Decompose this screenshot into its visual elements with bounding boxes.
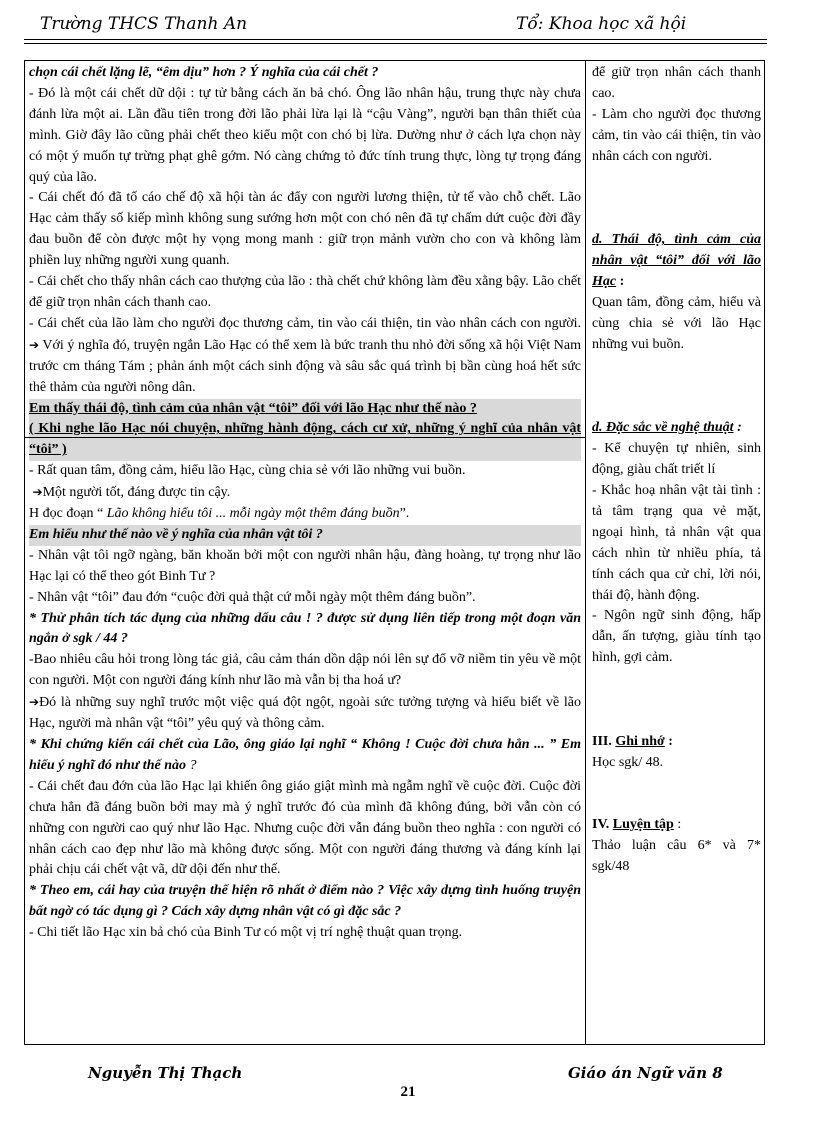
question-teacher-thought-mark: ? bbox=[186, 757, 197, 773]
section-d-colon: : bbox=[616, 274, 625, 290]
lesson-table bbox=[24, 60, 765, 1045]
spacer bbox=[592, 377, 761, 398]
question-narrator-attitude-text: Em thấy thái độ, tình cảm của nhân vật “tôi” đối với lão Hạc như thế nào ? bbox=[29, 400, 477, 416]
section-art-heading bbox=[592, 418, 761, 439]
answer-paragraph-5: - Rất quan tâm, đồng cảm, hiểu lão Hạc, cùng chia sẻ với lão những vui buồn. bbox=[29, 463, 466, 479]
question-narrator-meaning: Em hiểu như thế nào về ý nghĩa của nhân vật tôi ? bbox=[29, 525, 581, 546]
row-divider-2 bbox=[25, 1044, 585, 1045]
section-art-title: d. Đặc sắc về nghệ thuật bbox=[592, 420, 734, 436]
question-teacher-thought-text: * Khi chứng kiến cái chết của Lão, ông giáo lại nghĩ “ Không ! Cuộc đời chưa hẳn ... ” Em hiểu ý nghĩ đó như thế nào bbox=[29, 737, 581, 773]
row-divider-1 bbox=[25, 437, 585, 438]
answer-paragraph-8: - Nhân vật tôi ngỡ ngàng, băn khoăn bởi một con người nhân hậu, đàng hoàng, tự trọng như lão Hạc lại có thể theo gót Binh Tư ? bbox=[29, 547, 581, 584]
section-iv-heading bbox=[592, 815, 761, 836]
answer-paragraph-12: - Cái chết đau đớn của lão Hạc lại khiến ông giáo giật mình mà ngẫm nghĩ về cuộc đời. Cuộc đời chưa hẳn đã đáng buồn bởi may mà ý nghĩ trước đó của mình đã không đúng, bởi vẫn còn có những con người cao quý như lão Hạc. Nhưng cuộc đời vẫn đáng buồn theo nghĩa : con người có nhân cách cao đẹp như lão mà không được sống. Một con người đáng thương và đáng kính lại phải chịu cái chết vật vã, dữ dội đến như thế. bbox=[29, 778, 581, 878]
answer-paragraph-6-text: Một người tốt, đáng được tin cậy. bbox=[42, 485, 231, 501]
header-school: Trường THCS Thanh An bbox=[40, 14, 248, 34]
side-text-1: để giữ trọn nhân cách thanh cao. bbox=[592, 65, 761, 101]
section-iv-number: IV. bbox=[592, 817, 610, 833]
arrow-icon: ➔ bbox=[29, 695, 40, 710]
side-text-2: - Làm cho người đọc thương cảm, tin vào cái thiện, tin vào nhân cách con người. bbox=[592, 106, 761, 164]
section-d-heading bbox=[592, 230, 761, 293]
answer-paragraph-4-text: - Cái chết của lão làm cho người đọc thương cảm, tin vào cái thiện, tin vào nhân cách con người. bbox=[29, 315, 581, 331]
section-iv-colon: : bbox=[673, 817, 682, 833]
art-point-3: - Ngôn ngữ sinh động, hấp dẫn, ấn tượng, giàu tính tạo hình, gợi cảm. bbox=[592, 608, 761, 666]
question-death-meaning: chọn cái chết lặng lẽ, “êm dịu” hơn ? Ý nghĩa của cái chết ? bbox=[29, 65, 379, 80]
arrow-icon: ➔ bbox=[29, 337, 40, 352]
header-department: Tổ: Khoa học xã hội bbox=[516, 14, 687, 34]
footer-subject: Giáo án Ngữ văn 8 bbox=[568, 1064, 723, 1082]
page-number: 21 bbox=[400, 1084, 416, 1100]
section-iii-text: Học sgk/ 48. bbox=[592, 754, 664, 770]
reading-instruction bbox=[29, 504, 581, 525]
spacer bbox=[592, 669, 761, 690]
section-iii-title: Ghi nhớ bbox=[615, 733, 665, 749]
spacer bbox=[592, 209, 761, 230]
section-iii-colon: : bbox=[664, 733, 673, 749]
answer-paragraph-13: - Chi tiết lão Hạc xin bả chó của Binh Tư có một vị trí nghệ thuật quan trọng. bbox=[29, 925, 463, 941]
answer-paragraph-1: - Đó là một cái chết dữ dội : tự tử bằng cách ăn bả chó. Ông lão nhân hậu, trung thực này chưa đánh lừa một ai. Lần đầu tiên trong đời lão phải lừa lại là “cậu Vàng”, người bạn thân thiết của mình. Giờ đây lão cũng phải chết theo kiểu một con chó bị lừa. Dường như ở cách lựa chọn này có một ý muốn tự trừng phạt ghê gớm. Nó càng chứng tỏ đức tính trung thực, lòng tự trọng đáng quý của lão. bbox=[29, 85, 581, 185]
section-iii-number: III. bbox=[592, 733, 612, 749]
answer-paragraph-4-conclusion: Với ý nghĩa đó, truyện ngắn Lão Hạc có thể xem là bức tranh thu nhỏ đời sống xã hội Việt Nam trước cm tháng Tám ; phản ánh một cách sinh động và sâu sắc quá trình bị bần cùng hoá hết sức thê thảm của người nông dân. bbox=[29, 337, 581, 395]
reading-instruction-lead: H đọc đoạn “ bbox=[29, 506, 107, 522]
answer-paragraph-11 bbox=[29, 692, 581, 735]
section-art-colon: : bbox=[733, 420, 742, 436]
spacer bbox=[592, 774, 761, 795]
answer-paragraph-10: -Bao nhiêu câu hỏi trong lòng tác giả, câu cảm thán dồn dập nói lên sự đổ vỡ niềm tin yêu về một con người. Một con người đáng kính như lão mà vẫn bị tha hoá ư? bbox=[29, 652, 581, 689]
art-point-2: - Khắc hoạ nhân vật tài tình : tả tâm trạng qua vẻ mặt, ngoại hình, tả nhân vật qua cách nhìn từ nhiều phía, tả tính cách qua cử chỉ, lời nói, thái độ, hành động. bbox=[592, 483, 761, 603]
reading-excerpt: Lão không hiểu tôi ... mỗi ngày một thêm đáng buồn bbox=[106, 506, 400, 522]
question-punctuation: * Thử phân tích tác dụng của những dấu câu ! ? được sử dụng liên tiếp trong một đoạn văn ngắn ở sgk / 44 ? bbox=[29, 610, 581, 647]
footer-author: Nguyễn Thị Thạch bbox=[88, 1064, 243, 1082]
art-point-1: - Kể chuyện tự nhiên, sinh động, giàu chất triết lí bbox=[592, 441, 761, 478]
reading-instruction-end: ”. bbox=[399, 506, 410, 522]
answer-paragraph-4 bbox=[29, 314, 581, 399]
answer-paragraph-6 bbox=[29, 482, 581, 504]
spacer bbox=[592, 168, 761, 189]
spacer bbox=[592, 795, 761, 816]
answer-paragraph-11-text: Đó là những suy nghĩ trước một việc quá đột ngột, ngoài sức tưởng tượng và hiểu biết về lão Hạc, người mà nhân vật “tôi” yêu quý và thông cảm. bbox=[29, 695, 581, 732]
answer-paragraph-9: - Nhân vật “tôi” đau đớn “cuộc đời quả thật cứ mỗi ngày một thêm đáng buồn”. bbox=[29, 589, 476, 605]
question-teacher-thought bbox=[29, 735, 581, 777]
section-d-text: Quan tâm, đồng cảm, hiểu và cùng chia sẻ với lão Hạc những vui buồn. bbox=[592, 294, 761, 352]
section-d-title: d. Thái độ, tình cảm của nhân vật “tôi” đối với lão Hạc bbox=[592, 232, 761, 290]
main-column bbox=[25, 61, 585, 944]
spacer bbox=[592, 397, 761, 418]
spacer bbox=[592, 188, 761, 209]
question-narrator-attitude bbox=[29, 399, 581, 420]
section-iv-text: Thảo luận câu 6* và 7* sgk/48 bbox=[592, 838, 761, 875]
header-rule-thin bbox=[24, 43, 767, 44]
question-narrator-sub bbox=[29, 419, 581, 461]
spacer bbox=[592, 356, 761, 377]
question-narrator-sub-text: ( Khi nghe lão Hạc nói chuyện, những hành động, cách cư xử, những ý nghĩ của nhân vật “tôi” ) bbox=[29, 421, 581, 458]
section-iii-heading bbox=[592, 732, 761, 753]
question-story-merit: * Theo em, cái hay của truyện thể hiện rõ nhất ở điểm nào ? Việc xây dựng tình huống truyện bất ngờ có tác dụng gì ? Cách xây dựng nhân vật có gì đặc sắc ? bbox=[29, 883, 581, 920]
answer-paragraph-2: - Cái chết đó đã tố cáo chế độ xã hội tàn ác đẩy con người lương thiện, tử tế vào chỗ chết. Lão Hạc cảm thấy số kiếp mình không sung sướng hơn một con chó nên đã tự chấm dứt cuộc đời đầy đau buồn để còn được một hy vọng mong manh : giữ trọn mảnh vườn cho con và không làm phiền luỵ những người xung quanh. bbox=[29, 190, 581, 269]
section-iv-title: Luyện tập bbox=[612, 817, 674, 833]
header-rule-thick bbox=[24, 39, 767, 40]
spacer bbox=[592, 711, 761, 732]
arrow-icon: ➔ bbox=[32, 485, 43, 500]
side-column bbox=[586, 61, 765, 878]
answer-paragraph-3: - Cái chết cho thấy nhân cách cao thượng của lão : thà chết chứ không làm đều xằng bậy. Lão chết để giữ trọn nhân cách thanh cao. bbox=[29, 274, 581, 310]
spacer bbox=[592, 690, 761, 711]
